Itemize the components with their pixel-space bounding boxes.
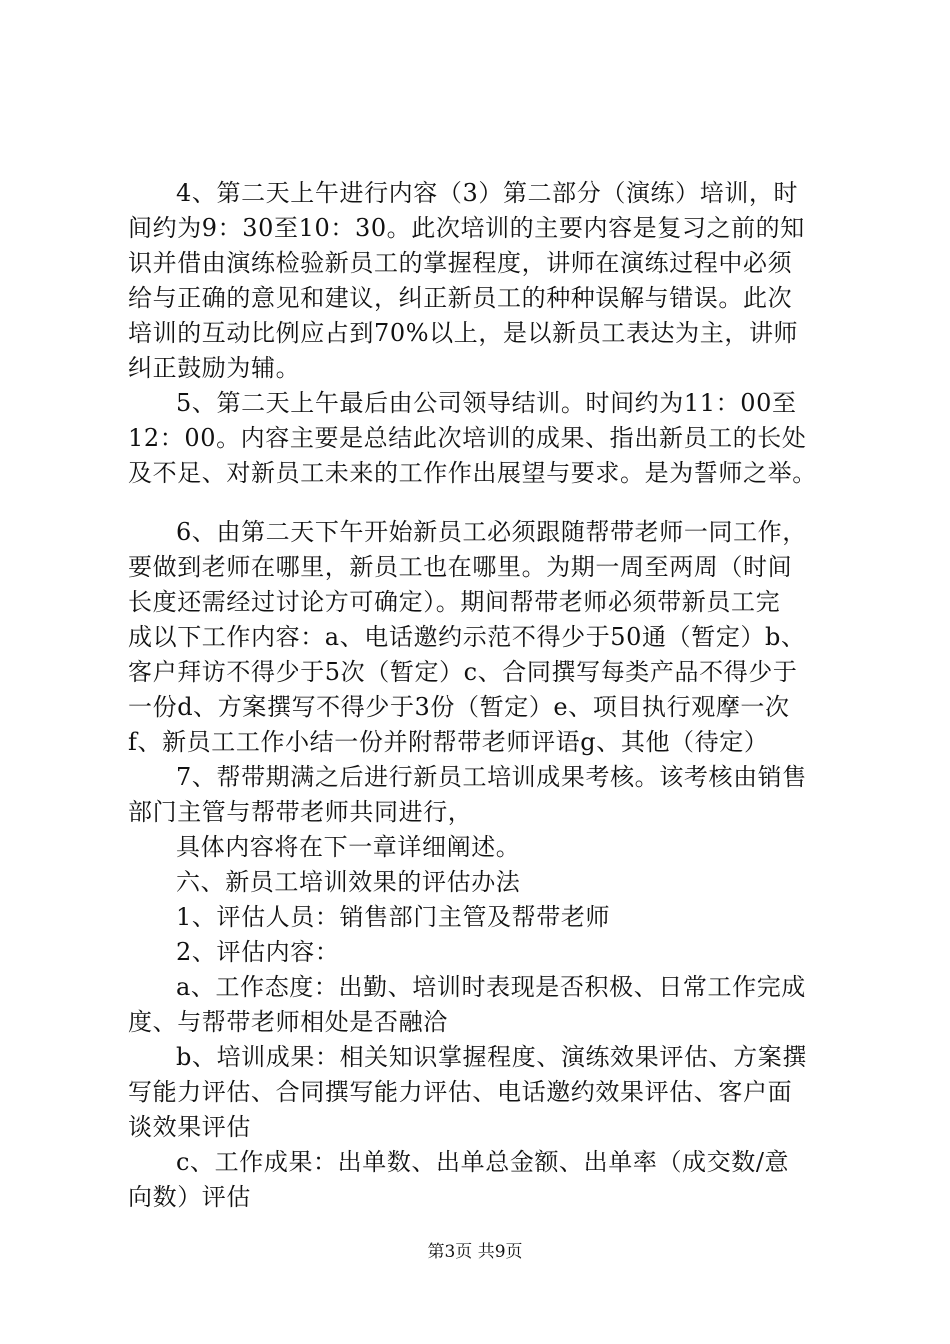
paragraph-7-line-3: 具体内容将在下一章详细阐述。 [176, 833, 521, 861]
evaluators-line: 1、评估人员：销售部门主管及帮带老师 [176, 903, 611, 931]
item-b-line-2: 写能力评估、合同撰写能力评估、电话邀约效果评估、客户面 [128, 1078, 793, 1106]
evaluation-content-heading: 2、评估内容： [176, 938, 340, 966]
paragraph-5-line-3: 及不足、对新员工未来的工作作出展望与要求。是为誓师之举。 [128, 459, 817, 487]
paragraph-4-line-4: 给与正确的意见和建议，纠正新员工的种种误解与错误。此次 [128, 284, 793, 312]
paragraph-4-line-5: 培训的互动比例应占到70%以上，是以新员工表达为主，讲师 [128, 319, 799, 347]
paragraph-7-line-1: 7、帮带期满之后进行新员工培训成果考核。该考核由销售 [176, 763, 807, 791]
paragraph-6-line-4: 成以下工作内容：a、电话邀约示范不得少于50通（暂定）b、 [128, 623, 806, 651]
item-b-line-3: 谈效果评估 [128, 1113, 251, 1141]
paragraph-4-line-2: 间约为9：30至10：30。此次培训的主要内容是复习之前的知 [128, 214, 805, 242]
paragraph-6-line-7: f、新员工工作小结一份并附帮带老师评语g、其他（待定） [128, 728, 769, 756]
paragraph-4-line-1: 4、第二天上午进行内容（3）第二部分（演练）培训，时 [176, 179, 799, 207]
paragraph-6-line-6: 一份d、方案撰写不得少于3份（暂定）e、项目执行观摩一次 [128, 693, 790, 721]
section-6-heading: 六、新员工培训效果的评估办法 [176, 868, 521, 896]
page-number-footer: 第3页 共9页 [427, 1242, 523, 1262]
paragraph-5-line-1: 5、第二天上午最后由公司领导结训。时间约为11：00至 [176, 389, 797, 417]
paragraph-6-line-2: 要做到老师在哪里，新员工也在哪里。为期一周至两周（时间 [128, 553, 793, 581]
paragraph-6-line-3: 长度还需经过讨论方可确定）。期间帮带老师必须带新员工完 [128, 588, 781, 616]
item-a-line-1: a、工作态度：出勤、培训时表现是否积极、日常工作完成 [176, 973, 806, 1001]
paragraph-4-line-3: 识并借由演练检验新员工的掌握程度，讲师在演练过程中必须 [128, 249, 793, 277]
paragraph-6-line-5: 客户拜访不得少于5次（暂定）c、合同撰写每类产品不得少于 [128, 658, 798, 686]
item-a-line-2: 度、与帮带老师相处是否融洽 [128, 1008, 448, 1036]
paragraph-4-line-6: 纠正鼓励为辅。 [128, 354, 301, 382]
item-c-line-2: 向数）评估 [128, 1183, 251, 1211]
item-b-line-1: b、培训成果：相关知识掌握程度、演练效果评估、方案撰 [176, 1043, 807, 1071]
paragraph-7-line-2: 部门主管与帮带老师共同进行， [128, 798, 473, 826]
item-c-line-1: c、工作成果：出单数、出单总金额、出单率（成交数/意 [176, 1148, 790, 1176]
paragraph-6-line-1: 6、由第二天下午开始新员工必须跟随帮带老师一同工作， [176, 518, 807, 546]
paragraph-5-line-2: 12：00。内容主要是总结此次培训的成果、指出新员工的长处 [128, 424, 807, 452]
